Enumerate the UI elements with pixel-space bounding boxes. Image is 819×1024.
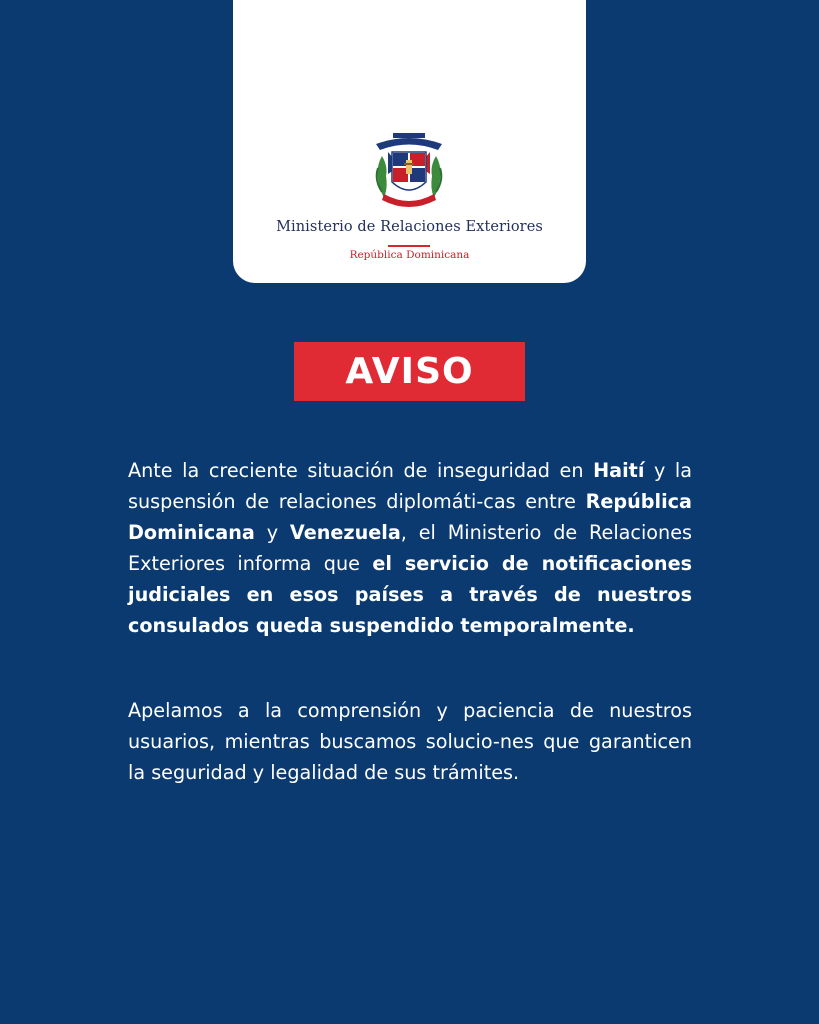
- paragraph-1-bold-republica: República Dominicana: [128, 490, 692, 544]
- notice-title: AVISO: [294, 342, 525, 401]
- country-name: República Dominicana: [349, 249, 470, 261]
- header-card: [233, 0, 586, 283]
- paragraph-1-text-2: y la suspensión de relaciones diplomáti-cas entre: [128, 459, 692, 513]
- paragraph-1-text-4: , el Ministerio de Relaciones Exteriores informa que: [128, 521, 692, 575]
- notice-paragraph-2: Apelamos a la comprensión y paciencia de nuestros usuarios, mientras buscamos solucio-nes que garanticen la seguridad y legalidad de sus trámites.: [128, 699, 692, 784]
- notice-paragraph-1: [128, 455, 692, 641]
- paragraph-1-text-3: y: [254, 521, 290, 544]
- coat-of-arms-icon: [366, 128, 452, 214]
- paragraph-1-text-1: Ante la creciente situación de inseguridad en: [128, 459, 594, 482]
- ministry-name: Ministerio de Relaciones Exteriores: [276, 219, 543, 235]
- divider-line: [388, 245, 430, 247]
- paragraph-1-bold-haiti: Haití: [593, 459, 645, 482]
- paragraph-1-bold-service: el servicio de notificaciones judiciales en esos países a través de nuestros consulados queda suspendido temporalmente.: [128, 552, 693, 637]
- paragraph-1-bold-venezuela: Venezuela: [289, 521, 401, 544]
